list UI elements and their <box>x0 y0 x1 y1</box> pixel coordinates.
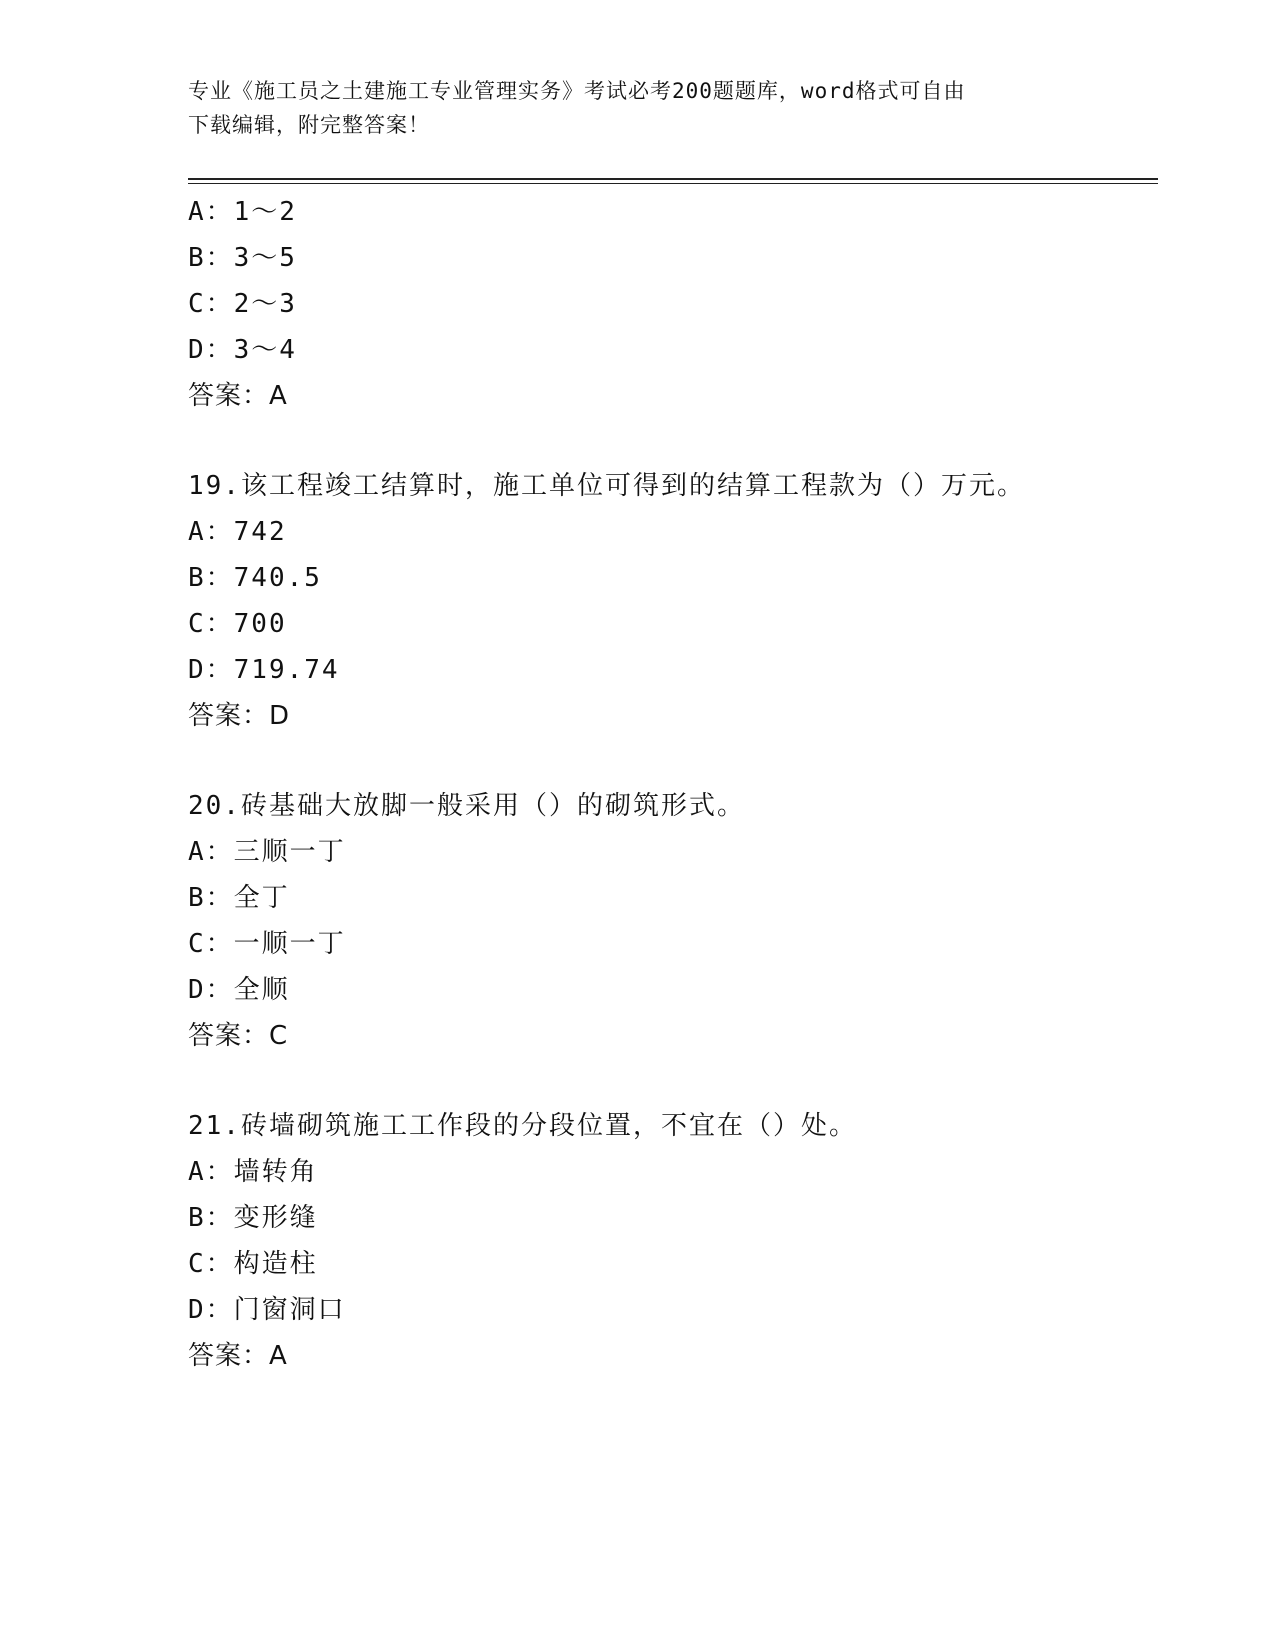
answer-line: 答案：A <box>188 381 288 411</box>
document-header <box>188 74 1068 142</box>
option-b: B：变形缝 <box>188 1203 318 1233</box>
option-a: A：1～2 <box>188 197 297 227</box>
question-text: 20.砖基础大放脚一般采用（）的砌筑形式。 <box>188 791 745 821</box>
option-c: C：700 <box>188 609 287 639</box>
answer-line: 答案：C <box>188 1021 289 1051</box>
option-b: B：3～5 <box>188 243 297 273</box>
option-c: C：2～3 <box>188 289 297 319</box>
option-d: D：719.74 <box>188 655 340 685</box>
option-d: D：全顺 <box>188 975 290 1005</box>
option-a: A：742 <box>188 517 287 547</box>
answer-line: 答案：D <box>188 701 291 731</box>
question-block-20 <box>188 783 1158 1059</box>
option-a: A：墙转角 <box>188 1157 318 1187</box>
question-block-18 <box>188 189 1158 419</box>
header-divider-thin <box>188 183 1158 184</box>
block-spacer <box>188 739 1158 783</box>
option-b: B：740.5 <box>188 563 322 593</box>
option-c: C：构造柱 <box>188 1249 318 1279</box>
question-text: 21.砖墙砌筑施工工作段的分段位置，不宜在（）处。 <box>188 1111 857 1141</box>
question-block-21 <box>188 1103 1158 1379</box>
option-d: D：门窗洞口 <box>188 1295 346 1325</box>
option-c: C：一顺一丁 <box>188 929 346 959</box>
header-divider-thick <box>188 178 1158 180</box>
header-line-2: 下载编辑，附完整答案！ <box>188 113 430 137</box>
option-a: A：三顺一丁 <box>188 837 346 867</box>
question-text: 19.该工程竣工结算时，施工单位可得到的结算工程款为（）万元。 <box>188 471 1025 501</box>
question-list <box>188 189 1158 1379</box>
question-block-19 <box>188 463 1158 739</box>
option-b: B：全丁 <box>188 883 290 913</box>
header-line-1: 专业《施工员之土建施工专业管理实务》考试必考200题题库，word格式可自由 <box>188 79 966 103</box>
answer-line: 答案：A <box>188 1341 288 1371</box>
option-d: D：3～4 <box>188 335 297 365</box>
block-spacer <box>188 1059 1158 1103</box>
block-spacer <box>188 419 1158 463</box>
